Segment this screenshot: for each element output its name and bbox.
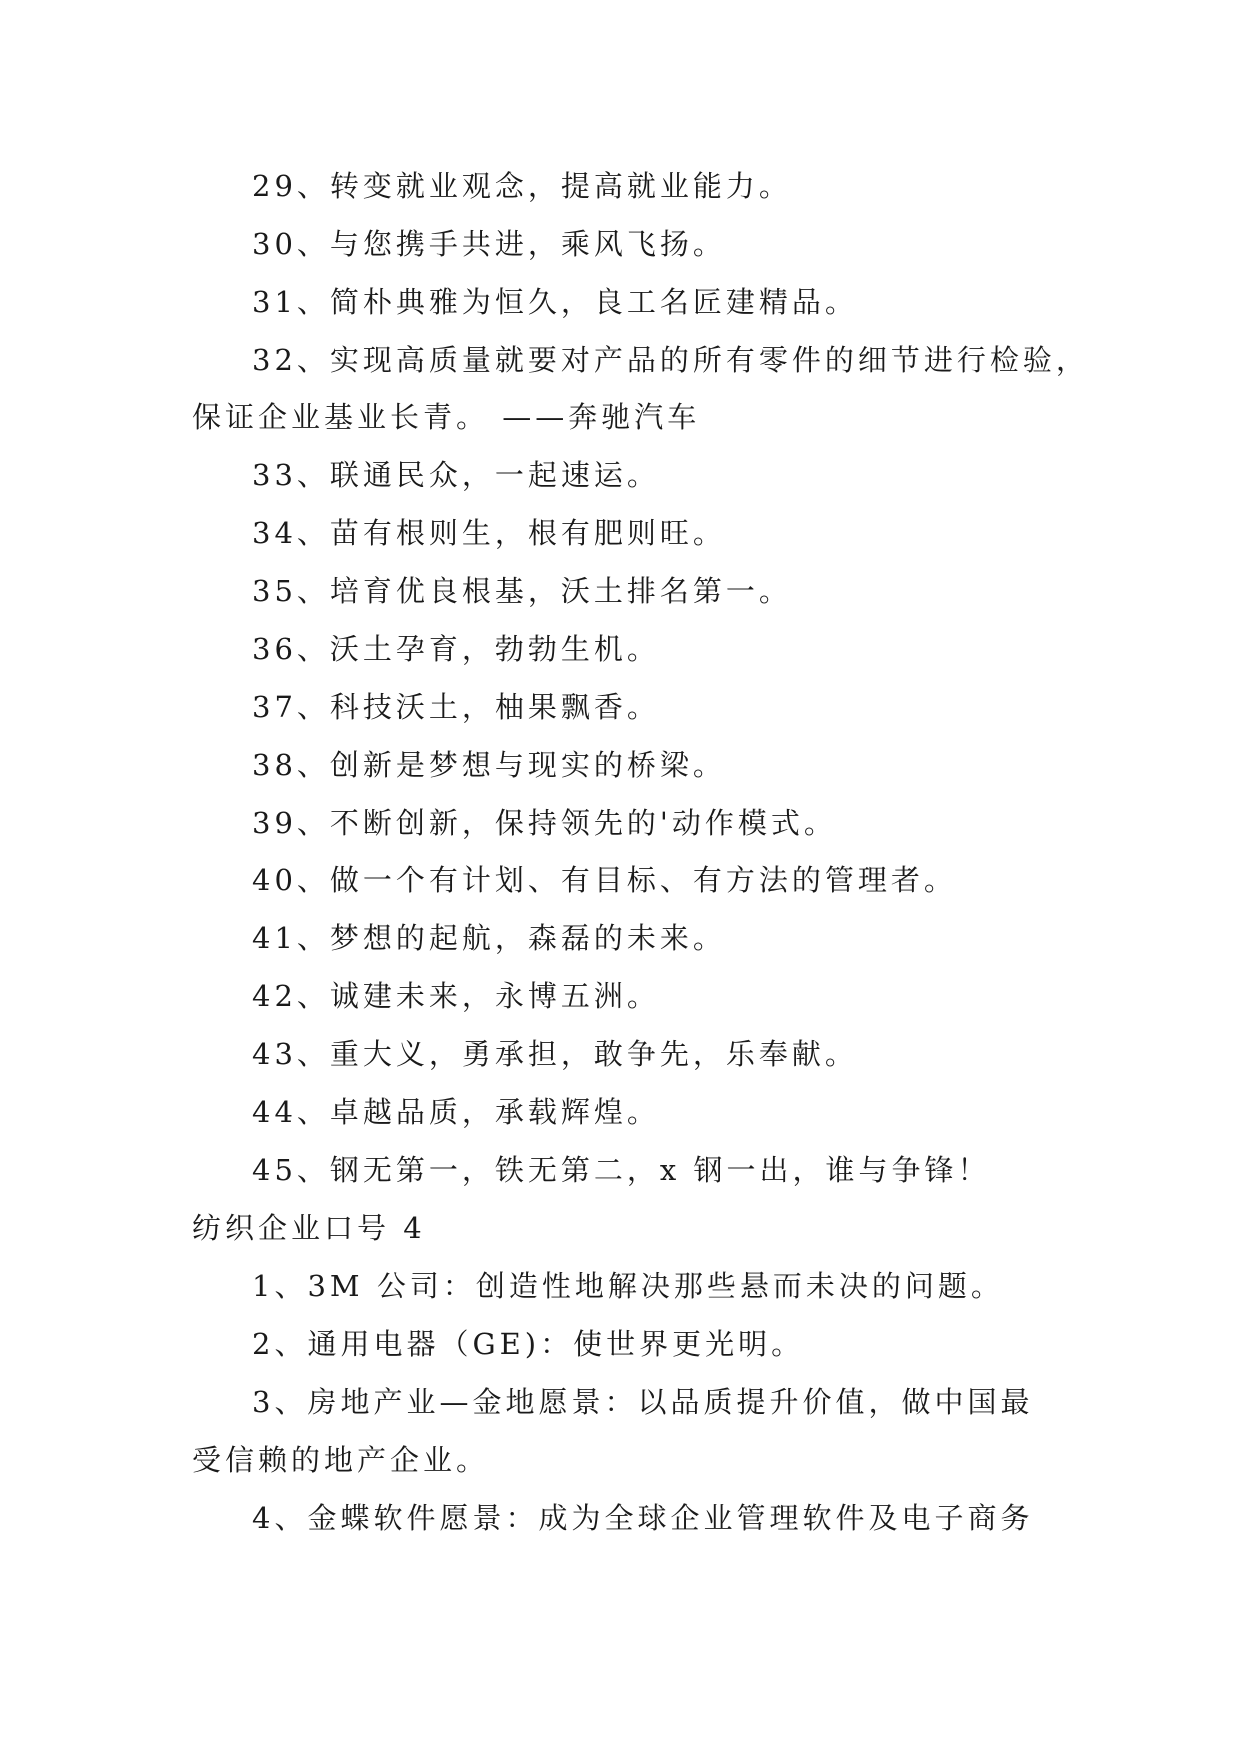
- slogan-34: 34、苗有根则生，根有肥则旺。: [252, 516, 726, 550]
- slogan-33: 33、联通民众，一起速运。: [252, 458, 660, 492]
- slogan-37: 37、科技沃土，柚果飘香。: [252, 690, 660, 724]
- slogan-30: 30、与您携手共进，乘风飞扬。: [252, 227, 726, 261]
- slogan-45: 45、钢无第一，铁无第二，x 钢一出，谁与争锋！: [252, 1153, 991, 1187]
- vision-1: 1、3M 公司：创造性地解决那些悬而未决的问题。: [252, 1269, 1004, 1303]
- vision-3-continued: 受信赖的地产企业。: [192, 1443, 490, 1477]
- slogan-35: 35、培育优良根基，沃土排名第一。: [252, 574, 792, 608]
- slogan-29: 29、转变就业观念，提高就业能力。: [252, 169, 792, 203]
- section-heading: 纺织企业口号 4: [192, 1211, 426, 1245]
- vision-2: 2、通用电器（GE)：使世界更光明。: [252, 1327, 805, 1361]
- slogan-40: 40、做一个有计划、有目标、有方法的管理者。: [252, 863, 957, 897]
- slogan-39: 39、不断创新，保持领先的'动作模式。: [252, 806, 837, 840]
- slogan-32-continued: 保证企业基业长青。 ——奔驰汽车: [192, 400, 701, 434]
- slogan-32: 32、实现高质量就要对产品的所有零件的细节进行检验，: [252, 343, 1089, 377]
- slogan-31: 31、简朴典雅为恒久，良工名匠建精品。: [252, 285, 858, 319]
- vision-4: 4、金蝶软件愿景：成为全球企业管理软件及电子商务: [252, 1501, 1034, 1535]
- vision-3: 3、房地产业—金地愿景：以品质提升价值，做中国最: [252, 1385, 1034, 1419]
- slogan-36: 36、沃土孕育，勃勃生机。: [252, 632, 660, 666]
- slogan-38: 38、创新是梦想与现实的桥梁。: [252, 748, 726, 782]
- slogan-42: 42、诚建未来，永博五洲。: [252, 979, 660, 1013]
- slogan-43: 43、重大义，勇承担，敢争先，乐奉献。: [252, 1037, 858, 1071]
- slogan-41: 41、梦想的起航，森磊的未来。: [252, 921, 726, 955]
- slogan-44: 44、卓越品质，承载辉煌。: [252, 1095, 660, 1129]
